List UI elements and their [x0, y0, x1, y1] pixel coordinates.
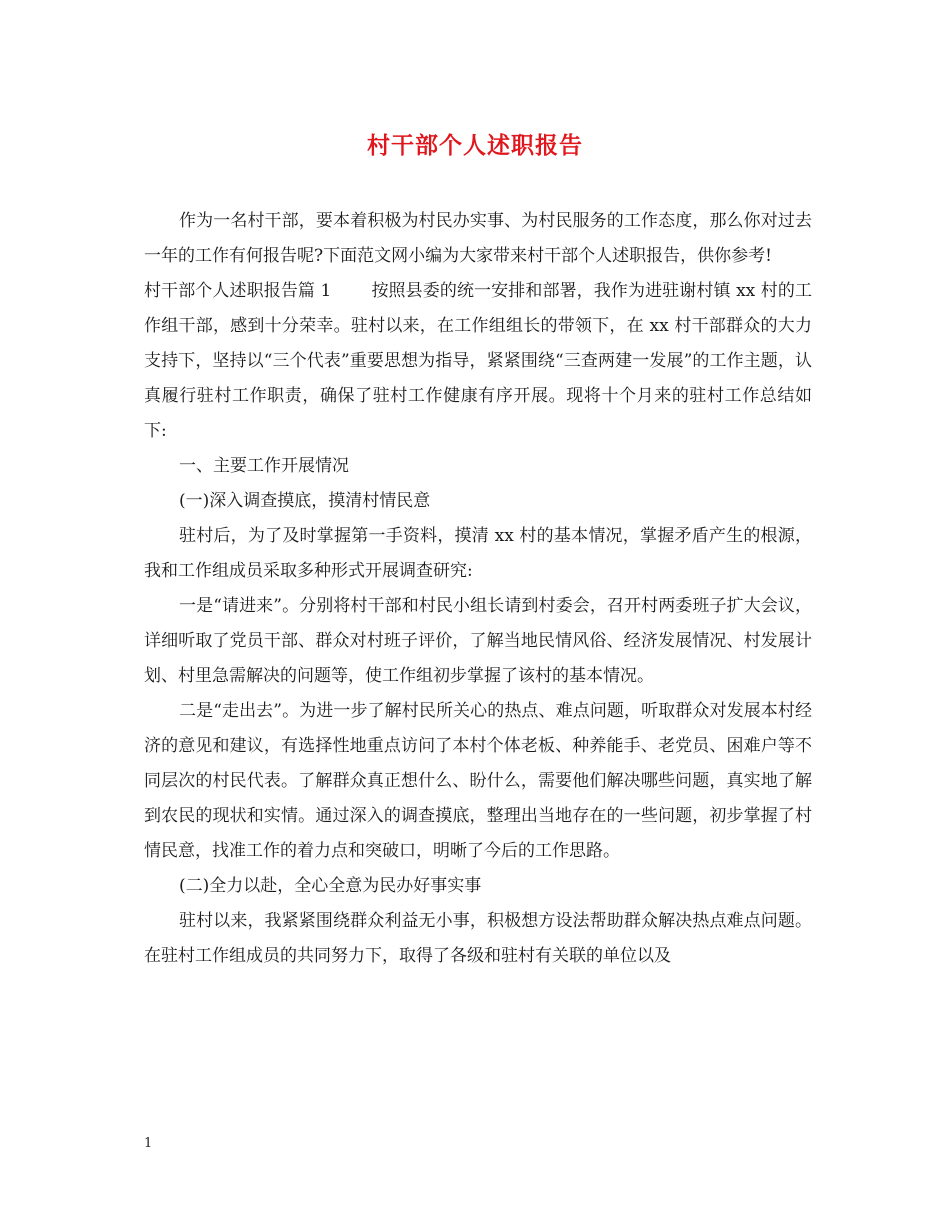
section-label: 村干部个人述职报告篇 1 [144, 281, 332, 301]
document-body [144, 204, 812, 974]
paragraph-go-out: 二是“走出去”。为进一步了解村民所关心的热点、难点问题，听取群众对发展本村经济的意见和建议，有选择性地重点访问了本村个体老板、种养能手、老党员、困难户等不同层次的村民代表。了解群众真正想什么、盼什么，需要他们解决哪些问题，真实地了解到农民的现状和实情。通过深入的调查摸底，整理出当地存在的一些问题，初步掌握了村情民意，找准工作的着力点和突破口，明晰了今后的工作思路。 [144, 701, 812, 861]
subheading-survey: (一)深入调查摸底，摸清村情民意 [179, 491, 431, 511]
page-number: 1 [144, 1136, 153, 1151]
heading-main-work: 一、主要工作开展情况 [179, 456, 349, 476]
section-paragraph [144, 274, 812, 449]
document-title: 村干部个人述职报告 [367, 132, 583, 159]
section-opening: 按照县委的统一安排和部署，我作为进驻谢村镇 xx 村的工作组干部，感到十分荣幸。驻村以来，在工作组组长的带领下，在 xx 村干部群众的大力支持下，坚持以“三个代表”重要思想为指导，紧紧围绕“三查两建一发展”的工作主题，认真履行驻村工作职责，确保了驻村工作健康有序开展。现将十个月来的驻村工作总结如下: [144, 281, 812, 441]
paragraph-invite-in: 一是“请进来”。分别将村干部和村民小组长请到村委会，召开村两委班子扩大会议，详细听取了党员干部、群众对村班子评价，了解当地民情风俗、经济发展情况、村发展计划、村里急需解决的问题等，使工作组初步掌握了该村的基本情况。 [144, 596, 812, 686]
paragraph-survey-intro: 驻村后，为了及时掌握第一手资料，摸清 xx 村的基本情况，掌握矛盾产生的根源，我和工作组成员采取多种形式开展调查研究: [144, 526, 812, 581]
subheading-service: (二)全力以赴，全心全意为民办好事实事 [179, 876, 482, 896]
intro-paragraph: 作为一名村干部，要本着积极为村民办实事、为村民服务的工作态度，那么你对过去一年的工作有何报告呢?下面范文网小编为大家带来村干部个人述职报告，供你参考! [144, 211, 812, 266]
paragraph-service: 驻村以来，我紧紧围绕群众利益无小事，积极想方设法帮助群众解决热点难点问题。在驻村工作组成员的共同努力下，取得了各级和驻村有关联的单位以及 [144, 911, 812, 966]
